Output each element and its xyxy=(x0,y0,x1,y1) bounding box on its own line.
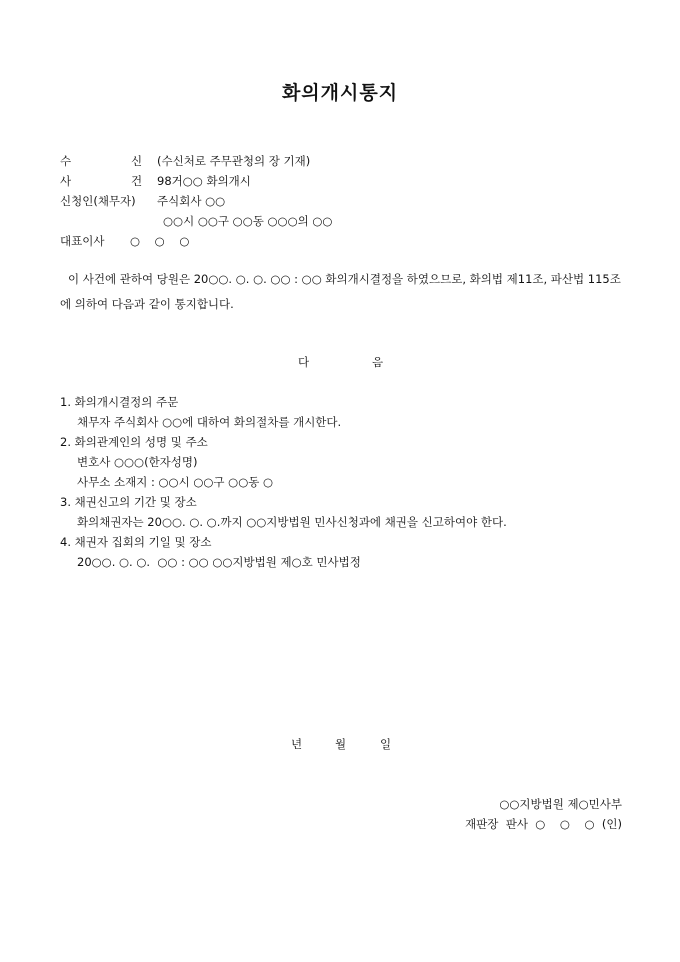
applicant-value: 주식회사 ○○ xyxy=(157,194,226,208)
applicant-label: 신청인(채무자) xyxy=(60,194,136,208)
signature-court: ○○지방법원 제○민사부 xyxy=(499,797,622,811)
date-day: 일 xyxy=(380,737,392,751)
item-3-line-1: 화의채권자는 20○○. ○. ○.까지 ○○지방법원 민사신청과에 채권을 신고하여야 한다. xyxy=(77,515,507,529)
case-label-1: 사 xyxy=(60,174,72,188)
section-heading-char-1: 다 xyxy=(298,355,310,369)
recipient-value: (수신처로 주무관청의 장 기재) xyxy=(157,154,311,168)
item-3-heading: 3. 채권신고의 기간 및 장소 xyxy=(60,495,197,509)
recipient-label-1: 수 xyxy=(60,154,72,168)
item-2-line-2: 사무소 소재지 : ○○시 ○○구 ○○동 ○ xyxy=(77,475,274,489)
date-year: 년 xyxy=(291,737,303,751)
section-heading-char-2: 음 xyxy=(372,355,384,369)
item-2-line-1: 변호사 ○○○(한자성명) xyxy=(77,455,198,469)
applicant-address: ○○시 ○○구 ○○동 ○○○의 ○○ xyxy=(163,214,333,228)
ceo-label: 대표이사 xyxy=(60,234,105,248)
item-4-line-1: 20○○. ○. ○. ○○ : ○○ ○○지방법원 제○호 민사법정 xyxy=(77,555,361,569)
signature-judge: 재판장 판사 ○ ○ ○ (인) xyxy=(465,817,622,831)
item-1-line-1: 채무자 주식회사 ○○에 대하여 화의절차를 개시한다. xyxy=(77,415,342,429)
document-title: 화의개시통지 xyxy=(281,82,399,104)
case-value: 98거○○ 화의개시 xyxy=(157,174,251,188)
body-paragraph: 이 사건에 관하여 당원은 20○○. ○. ○. ○○ : ○○ 화의개시결정을 하였으므로, 화의법 제11조, 파산법 115조에 의하여 다음과 같이 통지합니다. xyxy=(60,272,621,311)
ceo-value: ○ ○ ○ xyxy=(130,234,190,248)
recipient-label-2: 신 xyxy=(131,154,143,168)
case-label-2: 건 xyxy=(131,174,143,188)
item-1-heading: 1. 화의개시결정의 주문 xyxy=(60,395,179,409)
item-4-heading: 4. 채권자 집회의 기일 및 장소 xyxy=(60,535,212,549)
item-2-heading: 2. 화의관계인의 성명 및 주소 xyxy=(60,435,208,449)
date-month: 월 xyxy=(335,737,347,751)
